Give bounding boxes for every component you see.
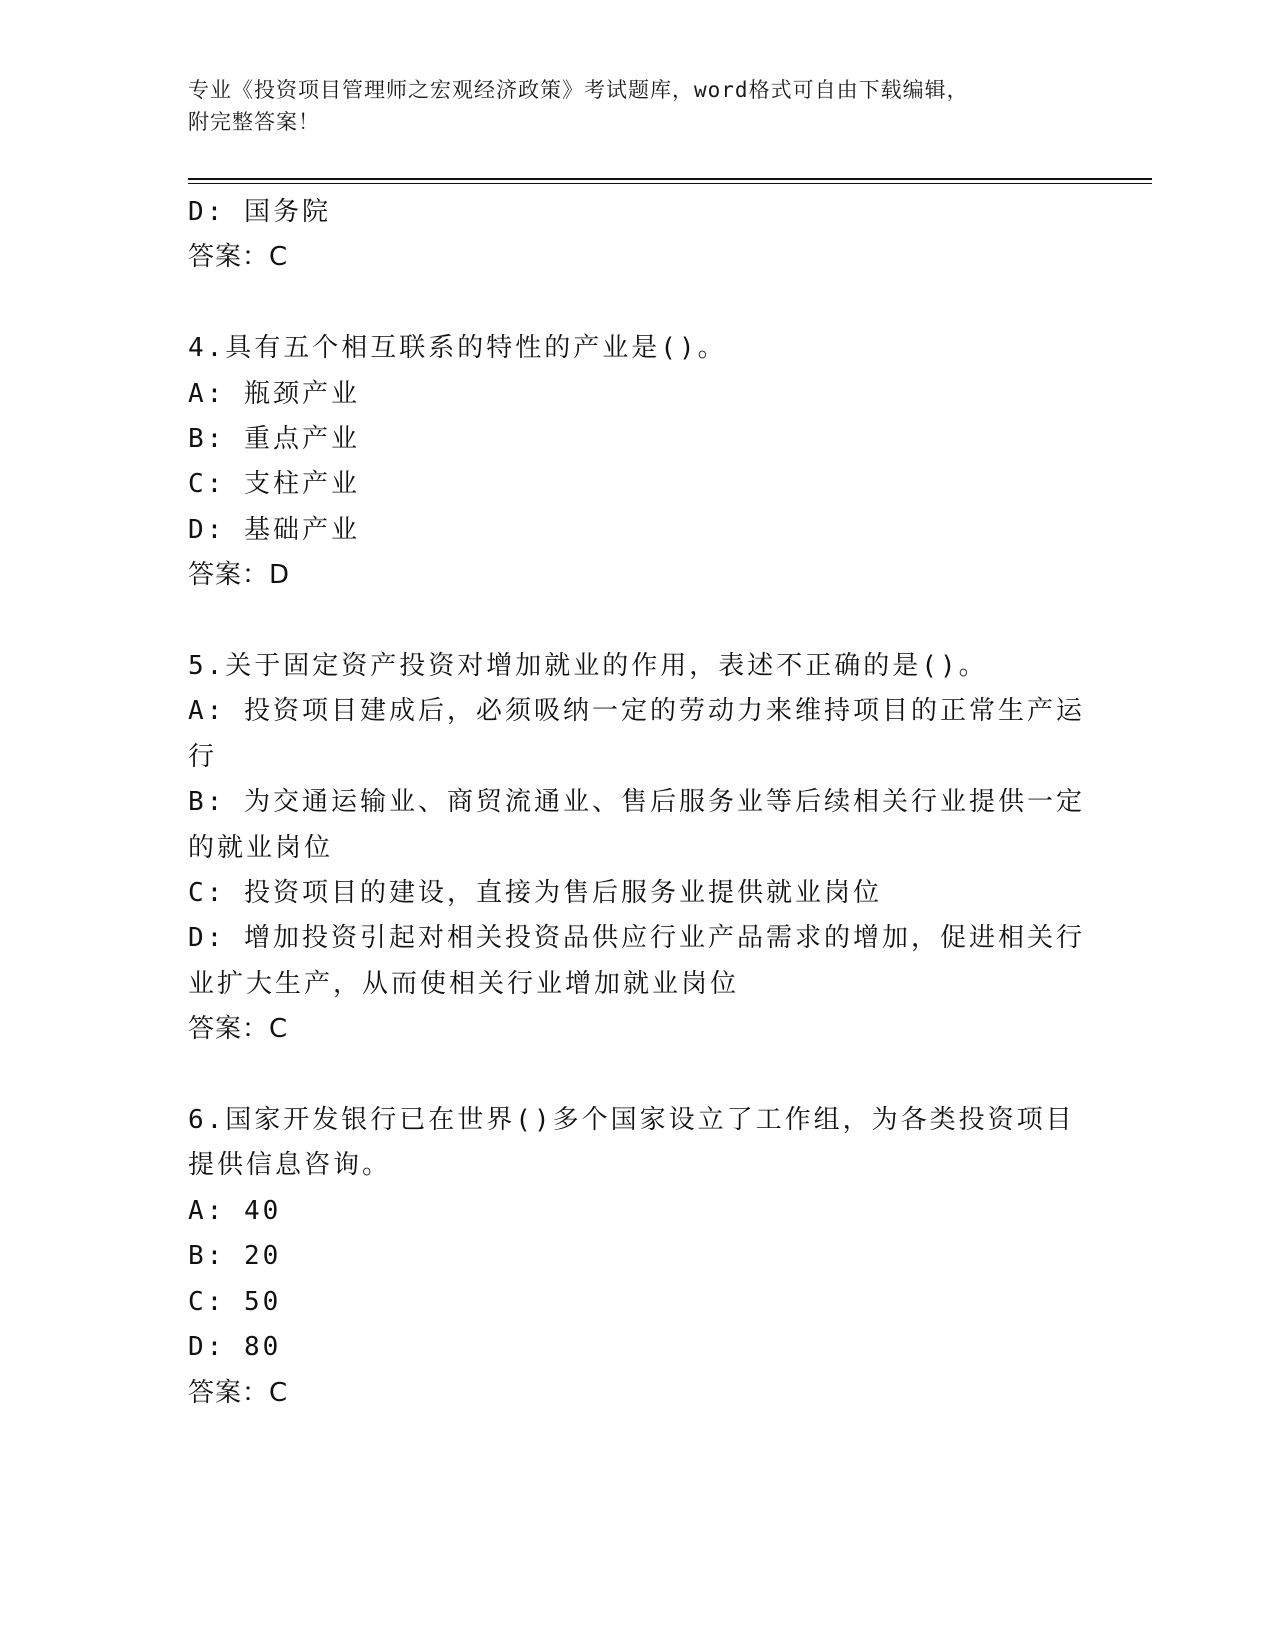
option-a-line-2: 行 bbox=[188, 741, 218, 772]
question-6 bbox=[188, 1098, 1075, 1416]
option-d: D: 国务院 bbox=[188, 197, 331, 227]
spacer bbox=[188, 599, 1068, 644]
header-line-2: 附完整答案！ bbox=[188, 110, 320, 134]
answer-line: 答案：C bbox=[188, 1014, 289, 1045]
answer-line: 答案：D bbox=[188, 560, 291, 591]
question-3-tail bbox=[188, 190, 1068, 281]
option-b-line-2: 的就业岗位 bbox=[188, 832, 334, 863]
option-a-line-1: A: 投资项目建成后，必须吸纳一定的劳动力来维持项目的正常生产运 bbox=[188, 696, 1085, 727]
option-a: A: 瓶颈产业 bbox=[188, 378, 360, 409]
header-line-1: 专业《投资项目管理师之宏观经济政策》考试题库，word格式可自由下载编辑， bbox=[188, 78, 969, 102]
option-c: C: 支柱产业 bbox=[188, 469, 360, 500]
option-d: D: 基础产业 bbox=[188, 514, 360, 545]
header-rule-thin bbox=[188, 183, 1152, 184]
question-text-line-2: 提供信息咨询。 bbox=[188, 1150, 392, 1181]
option-d: D: 80 bbox=[188, 1332, 282, 1363]
answer-line: 答案：C bbox=[188, 1377, 289, 1408]
option-c: C: 投资项目的建设，直接为售后服务业提供就业岗位 bbox=[188, 878, 882, 909]
spacer bbox=[188, 1053, 1068, 1098]
option-b-line-1: B: 为交通运输业、商贸流通业、售后服务业等后续相关行业提供一定 bbox=[188, 787, 1085, 818]
question-text: 4.具有五个相互联系的特性的产业是()。 bbox=[188, 333, 727, 364]
option-a: A: 40 bbox=[188, 1195, 282, 1226]
option-b: B: 重点产业 bbox=[188, 424, 360, 455]
answer-line: 答案：C bbox=[188, 242, 289, 273]
question-text: 5.关于固定资产投资对增加就业的作用，表述不正确的是()。 bbox=[188, 651, 988, 682]
question-4 bbox=[188, 326, 1068, 598]
spacer bbox=[188, 281, 1068, 326]
question-text-line-1: 6.国家开发银行已在世界()多个国家设立了工作组，为各类投资项目 bbox=[188, 1105, 1075, 1136]
question-content bbox=[188, 190, 1085, 1416]
option-b: B: 20 bbox=[188, 1241, 282, 1272]
document-header bbox=[188, 74, 1068, 138]
header-rule-thick bbox=[188, 178, 1152, 180]
option-c: C: 50 bbox=[188, 1286, 282, 1317]
question-5 bbox=[188, 644, 1085, 1053]
option-d-line-2: 业扩大生产，从而使相关行业增加就业岗位 bbox=[188, 968, 740, 999]
option-d-line-1: D: 增加投资引起对相关投资品供应行业产品需求的增加，促进相关行 bbox=[188, 923, 1085, 954]
